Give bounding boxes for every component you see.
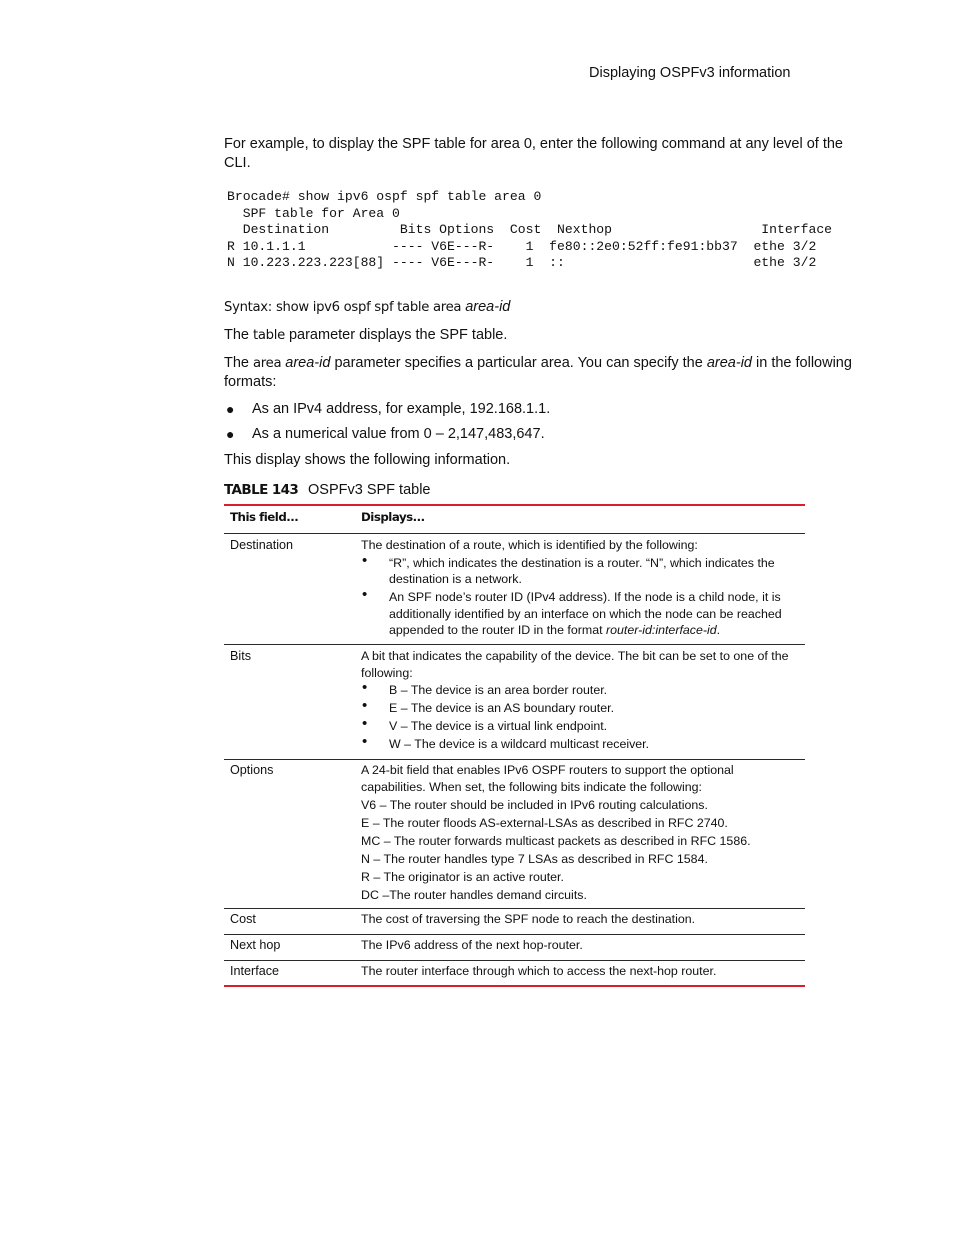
- cli-line: R 10.1.1.1 ---- V6E---R- 1 fe80::2e0:52ff:fe91:bb37 ethe 3/2: [227, 238, 817, 254]
- row-field-name: Cost: [230, 912, 256, 926]
- desc-text: in the following formats:: [224, 355, 852, 390]
- row-field-name: Interface: [230, 964, 280, 978]
- keyword-area: area: [253, 356, 282, 371]
- info-text: This display shows the following information.: [224, 452, 511, 468]
- table-caption: [224, 482, 431, 498]
- row-divider: [224, 644, 805, 645]
- row-bullet: • “R”, which indicates the destination is a router. “N”, which indicates the destination is a network.: [361, 555, 801, 588]
- row-intro: The destination of a route, which is identified by the following:: [361, 538, 698, 552]
- row-description: [361, 648, 801, 754]
- bullet-icon: ●: [226, 426, 235, 442]
- row-bullet-end: .: [716, 623, 721, 637]
- table-title: OSPFv3 SPF table: [308, 482, 431, 498]
- row-divider: [224, 960, 805, 961]
- row-bullet-list: [361, 555, 801, 639]
- row-description: The router interface through which to access the next-hop router.: [361, 964, 717, 978]
- table-param-description: [224, 326, 869, 345]
- row-field-name: Destination: [230, 538, 294, 552]
- row-bullet: • V – The device is a virtual link endpoint.: [361, 718, 801, 735]
- intro-paragraph: For example, to display the SPF table for area 0, enter the following command at any level of the CLI.: [224, 136, 843, 171]
- area-param-description: [224, 354, 869, 392]
- row-divider: [224, 759, 805, 760]
- syntax-command: show ipv6 ospf spf table area: [275, 300, 462, 315]
- row-description: [361, 537, 801, 640]
- format-bullet: As an IPv4 address, for example, 192.168.1.1.: [252, 401, 551, 417]
- row-description: [361, 762, 801, 905]
- row-line: DC –The router handles demand circuits.: [361, 887, 587, 902]
- cli-line: SPF table for Area 0: [227, 205, 400, 221]
- row-line: R – The originator is an active router.: [361, 869, 564, 884]
- row-field-name: Options: [230, 763, 274, 777]
- row-bullet: • W – The device is a wildcard multicast receiver.: [361, 736, 801, 753]
- row-intro: A 24-bit field that enables IPv6 OSPF routers to support the optional capabilities. When set, the following bits indicate the following:: [361, 763, 734, 794]
- cli-line: N 10.223.223.223[88] ---- V6E---R- 1 :: ethe 3/2: [227, 255, 817, 271]
- desc-text: The: [224, 327, 249, 343]
- row-field-name: Bits: [230, 649, 251, 663]
- row-divider: [224, 908, 805, 909]
- row-line: N – The router handles type 7 LSAs as described in RFC 1584.: [361, 851, 708, 866]
- header-divider: [224, 533, 805, 534]
- syntax-label: Syntax:: [224, 300, 272, 315]
- cli-line: Brocade# show ipv6 ospf spf table area 0: [227, 189, 542, 204]
- row-bullet-list: [361, 682, 801, 753]
- desc-text: The: [224, 355, 249, 371]
- row-divider: [224, 934, 805, 935]
- cli-output-block: [227, 189, 832, 272]
- row-bullet-text: An SPF node’s router ID (IPv4 address). If the node is a child node, it is additionally identified by an interface on which the node can be reached appended to the router ID in the format: [389, 590, 782, 637]
- row-description: The cost of traversing the SPF node to reach the destination.: [361, 912, 696, 926]
- arg-area-id: area-id: [285, 355, 331, 371]
- row-bullet: [361, 589, 801, 639]
- column-header-displays: Displays...: [361, 510, 425, 524]
- row-field-name: Next hop: [230, 938, 281, 952]
- running-header: Displaying OSPFv3 information: [589, 65, 791, 81]
- table-bottom-rule: [224, 985, 805, 987]
- row-intro: A bit that indicates the capability of the device. The bit can be set to one of the following:: [361, 649, 789, 680]
- format-argument: router-id:interface-id: [605, 623, 717, 637]
- format-bullet: As a numerical value from 0 – 2,147,483,647.: [252, 426, 545, 442]
- table-top-rule: [224, 504, 805, 506]
- desc-text: parameter specifies a particular area. You can specify the: [334, 355, 703, 371]
- row-line: V6 – The router should be included in IPv6 routing calculations.: [361, 797, 708, 812]
- desc-text: parameter displays the SPF table.: [288, 327, 508, 343]
- bullet-icon: ●: [226, 401, 235, 417]
- syntax-line: [224, 299, 510, 315]
- arg-area-id: area-id: [706, 355, 752, 371]
- cli-line: Destination Bits Options Cost Nexthop Interface: [227, 222, 833, 238]
- row-description: The IPv6 address of the next hop-router.: [361, 938, 583, 952]
- table-number: TABLE 143: [224, 482, 299, 498]
- syntax-argument: area-id: [465, 299, 511, 315]
- row-bullet: • B – The device is an area border router.: [361, 682, 801, 699]
- column-header-field: This field...: [230, 510, 299, 524]
- row-line: MC – The router forwards multicast packets as described in RFC 1586.: [361, 833, 751, 848]
- row-bullet: • E – The device is an AS boundary router.: [361, 700, 801, 717]
- row-line: E – The router floods AS-external-LSAs as described in RFC 2740.: [361, 815, 728, 830]
- keyword-table: table: [253, 328, 285, 343]
